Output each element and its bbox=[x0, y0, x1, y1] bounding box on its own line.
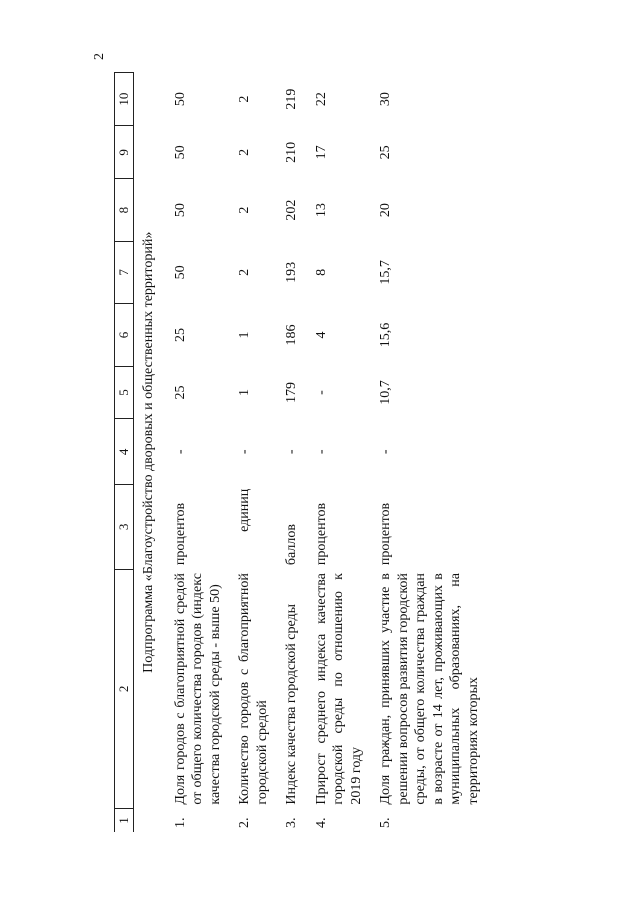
column-header: 10 bbox=[115, 73, 134, 126]
indicator-name: Количество городов с благоприятной городской средой bbox=[237, 573, 270, 805]
unit-cell: процентов bbox=[172, 502, 188, 566]
value-cell: 1 bbox=[237, 389, 253, 397]
column-header: 9 bbox=[115, 126, 134, 179]
row-number: 1. bbox=[172, 817, 188, 828]
value-cell: 2 bbox=[237, 95, 253, 103]
column-header: 4 bbox=[115, 419, 134, 485]
table-row bbox=[166, 73, 231, 833]
value-cell: 202 bbox=[284, 199, 300, 221]
value-cell: 186 bbox=[284, 324, 300, 346]
value-cell: 25 bbox=[172, 385, 188, 400]
rotated-page bbox=[114, 72, 534, 832]
column-header: 6 bbox=[115, 304, 134, 367]
value-cell: 13 bbox=[313, 203, 329, 218]
value-cell: 50 bbox=[172, 92, 188, 107]
indicator-name: Доля граждан, принявших участие в решении вопросов развития городской среды, от общего количества граждан в возрасте от 14 лет, проживающих в муниципальных образованиях, на территориях которых bbox=[378, 573, 481, 805]
row-number: 4. bbox=[313, 817, 329, 828]
value-cell: - bbox=[284, 449, 300, 455]
column-header: 3 bbox=[115, 485, 134, 569]
page-number: 2 bbox=[92, 53, 107, 60]
row-number: 2. bbox=[237, 817, 253, 828]
value-cell: - bbox=[172, 449, 188, 455]
unit-cell: баллов bbox=[284, 524, 300, 566]
value-cell: 17 bbox=[313, 145, 329, 160]
value-cell: 4 bbox=[313, 331, 329, 339]
value-cell: 22 bbox=[313, 92, 329, 107]
value-cell: - bbox=[237, 449, 253, 455]
value-cell: - bbox=[313, 449, 329, 455]
value-cell: 2 bbox=[237, 148, 253, 156]
unit-cell: единиц bbox=[237, 488, 253, 532]
value-cell: 8 bbox=[313, 268, 329, 276]
indicator-name: Прирост среднего индекса качества городской среды по отношению к 2019 году bbox=[313, 573, 364, 805]
column-header: 5 bbox=[115, 366, 134, 419]
value-cell: 20 bbox=[378, 203, 394, 218]
row-number: 5. bbox=[378, 817, 394, 828]
value-cell: - bbox=[378, 449, 394, 455]
value-cell: 2 bbox=[237, 268, 253, 276]
indicator-name: Индекс качества городской среды bbox=[284, 603, 300, 805]
value-cell: 50 bbox=[172, 265, 188, 280]
value-cell: 1 bbox=[237, 331, 253, 339]
unit-cell: процентов bbox=[313, 502, 329, 566]
value-cell: 15,6 bbox=[378, 322, 394, 348]
column-header: 2 bbox=[115, 569, 134, 808]
value-cell: 30 bbox=[378, 92, 394, 107]
value-cell: 50 bbox=[172, 203, 188, 218]
value-cell: 15,7 bbox=[378, 260, 394, 285]
column-number-row bbox=[115, 73, 134, 833]
value-cell: 50 bbox=[172, 145, 188, 160]
table-row bbox=[277, 73, 307, 833]
row-number: 3. bbox=[284, 817, 300, 828]
value-cell: 10,7 bbox=[378, 380, 394, 405]
subprogram-title: Подпрограмма «Благоустройство дворовых и общественных территорий» bbox=[141, 231, 157, 673]
subprogram-row bbox=[134, 73, 166, 833]
table-row bbox=[307, 73, 372, 833]
value-cell: 25 bbox=[378, 145, 394, 160]
column-header: 8 bbox=[115, 179, 134, 241]
value-cell: 25 bbox=[172, 327, 188, 342]
value-cell: - bbox=[313, 390, 329, 395]
unit-cell: процентов bbox=[378, 502, 394, 566]
column-header: 1 bbox=[115, 809, 134, 832]
value-cell: 179 bbox=[284, 382, 300, 404]
table-row bbox=[371, 73, 488, 833]
value-cell: 219 bbox=[284, 88, 300, 110]
table-row bbox=[230, 73, 277, 833]
indicator-name: Доля городов с благоприятной средой от общего количества городов (индекс качества городской среды - выше 50) bbox=[172, 573, 223, 805]
value-cell: 193 bbox=[284, 261, 300, 283]
value-cell: 2 bbox=[237, 206, 253, 214]
indicator-table bbox=[114, 72, 488, 832]
value-cell: 210 bbox=[284, 141, 300, 163]
column-header: 7 bbox=[115, 241, 134, 304]
